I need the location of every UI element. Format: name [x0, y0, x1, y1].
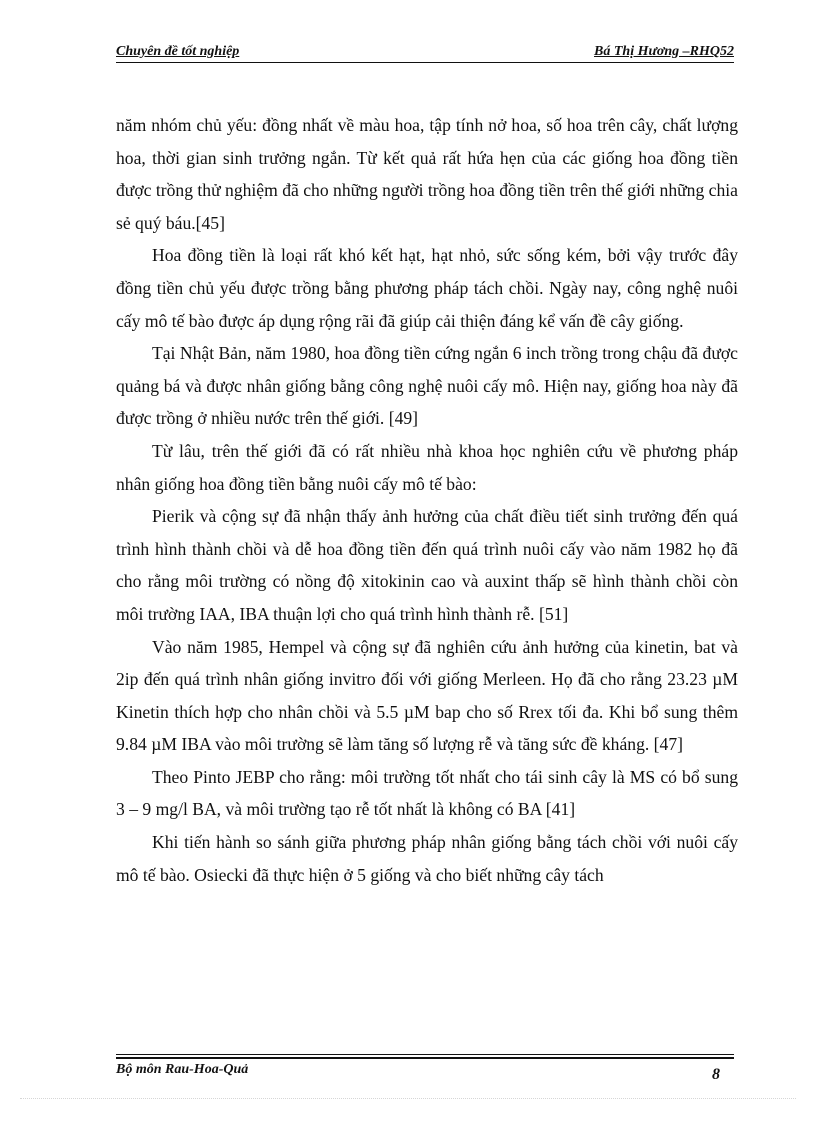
header-rule	[116, 62, 734, 63]
paragraph-6: Vào năm 1985, Hempel và cộng sự đã nghiên cứu ảnh hưởng của kinetin, bat và 2ip đến quá trình nhân giống invitro đối với giống Merleen. Họ đã cho rằng 23.23 µM Kinetin thích hợp cho nhân chồi và 5.5 µM bap cho số Rrex tối đa. Khi bổ sung thêm 9.84 µM IBA vào môi trường sẽ làm tăng số lượng rễ và tăng sức đề kháng. [47]	[116, 636, 738, 755]
footer-department: Bộ môn Rau-Hoa-Quả	[116, 1062, 249, 1077]
paragraph-8: Khi tiến hành so sánh giữa phương pháp nhân giống bằng tách chồi với nuôi cấy mô tế bào. Osiecki đã thực hiện ở 5 giống và cho biết những cây tách	[116, 832, 738, 885]
page-boundary-dots	[20, 1098, 796, 1099]
paragraph-4: Từ lâu, trên thế giới đã có rất nhiều nhà khoa học nghiên cứu về phương pháp nhân giống hoa đồng tiền bằng nuôi cấy mô tế bào:	[116, 440, 738, 494]
footer-rule-thin	[116, 1054, 734, 1055]
body-text	[116, 109, 738, 891]
paragraph-3: Tại Nhật Bản, năm 1980, hoa đồng tiền cứng ngắn 6 inch trồng trong chậu đã được quảng bá và được nhân giống bằng công nghệ nuôi cấy mô. Hiện nay, giống hoa này đã được trồng ở nhiều nước trên thế giới. [49]	[116, 343, 738, 429]
paragraph-5: Pierik và cộng sự đã nhận thấy ảnh hưởng của chất điều tiết sinh trưởng đến quá trình hình thành chồi và dễ hoa đồng tiền đến quá trình nuôi cấy vào năm 1982 họ đã cho rằng môi trường có nồng độ xitokinin cao và auxint thấp sẽ hình thành chồi còn môi trường IAA, IBA thuận lợi cho quá trình hình thành rễ. [51]	[116, 506, 738, 624]
paragraph-1: năm nhóm chủ yếu: đồng nhất về màu hoa, tập tính nở hoa, số hoa trên cây, chất lượng hoa, thời gian sinh trưởng ngắn. Từ kết quả rất hứa hẹn của các giống hoa đồng tiền được trồng thử nghiệm đã cho những người trồng hoa đồng tiền trên thế giới những chia sẻ quý báu.[45]	[116, 115, 738, 233]
paragraph-7: Theo Pinto JEBP cho rằng: môi trường tốt nhất cho tái sinh cây là MS có bổ sung 3 – 9 mg/l BA, và môi trường tạo rễ tốt nhất là không có BA [41]	[116, 766, 738, 820]
header-author: Bá Thị Hương –RHQ52	[594, 44, 734, 59]
footer-rule-thick	[116, 1057, 734, 1059]
page-header	[116, 44, 734, 64]
header-title: Chuyên đề tốt nghiệp	[116, 44, 240, 59]
paragraph-2: Hoa đồng tiền là loại rất khó kết hạt, hạt nhỏ, sức sống kém, bởi vậy trước đây đồng tiền chủ yếu được trồng bằng phương pháp tách chồi. Ngày nay, công nghệ nuôi cấy mô tế bào được áp dụng rộng rãi đã giúp cải thiện đáng kể vấn đề cây giống.	[116, 245, 738, 331]
page-number: 8	[712, 1066, 720, 1083]
